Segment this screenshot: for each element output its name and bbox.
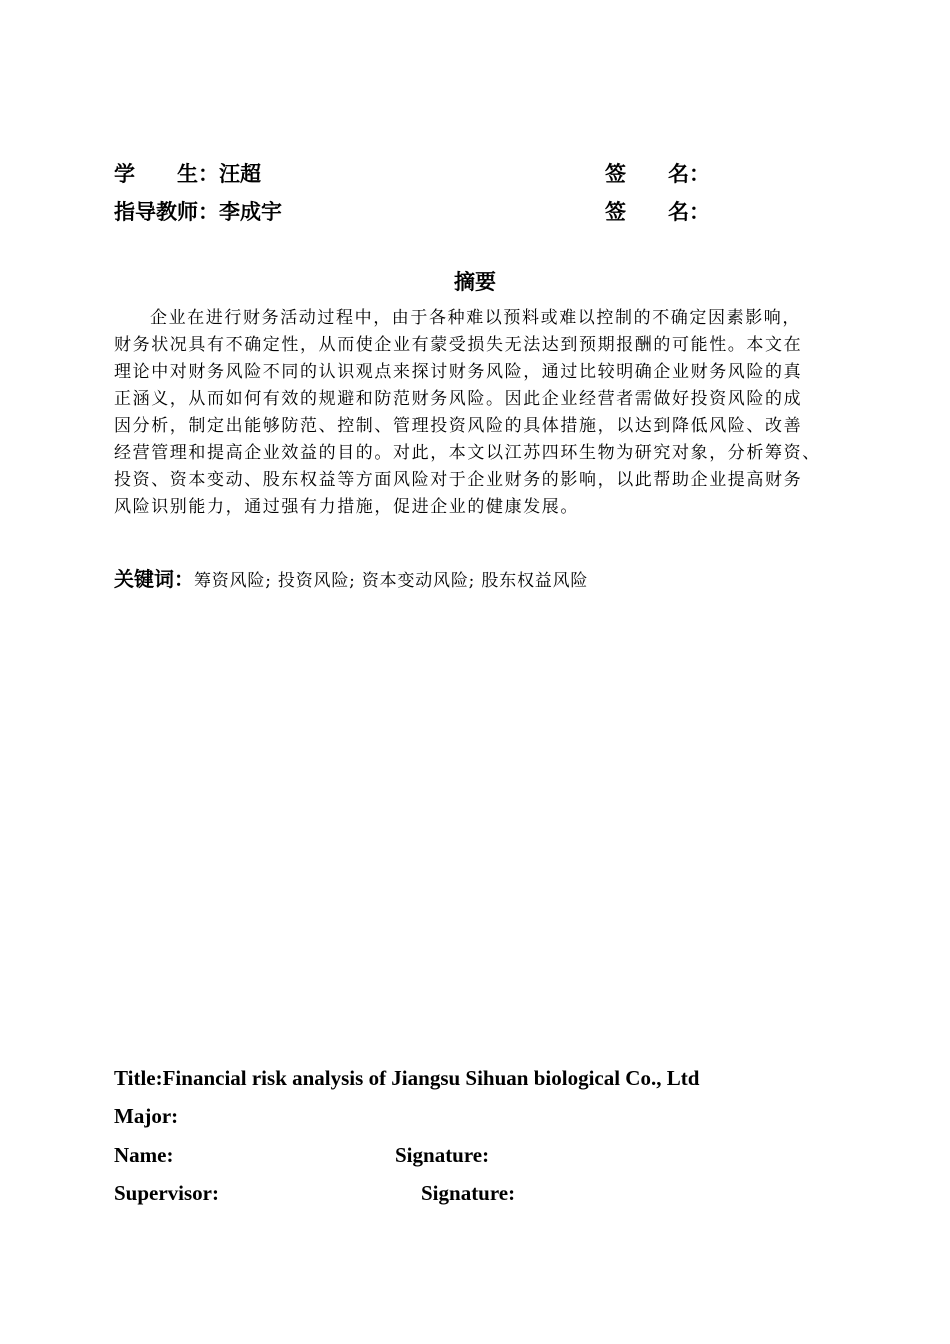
english-title: Title:Financial risk analysis of Jiangsu Sihuan biological Co., Ltd [114, 1066, 700, 1090]
advisor-name: 李成宇 [219, 200, 282, 224]
abstract-line: 正涵义，从而如何有效的规避和防范财务风险。因此企业经营者需做好投资风险的成 [114, 389, 803, 409]
advisor-label: 指导教师： [114, 200, 219, 224]
abstract-line: 因分析，制定出能够防范、控制、管理投资风险的具体措施，以达到降低风险、改善 [114, 416, 803, 436]
abstract-heading: 摘要 [454, 270, 496, 294]
advisor-info-row [114, 196, 854, 226]
student-info-row [114, 158, 854, 188]
student-label: 学 生： [114, 162, 219, 186]
abstract-line: 经营管理和提高企业效益的目的。对此，本文以江苏四环生物为研究对象，分析筹资、 [114, 443, 821, 463]
english-name-row [114, 1143, 490, 1168]
student-field [114, 158, 261, 188]
keywords-text: 筹资风险; 投资风险; 资本变动风险; 股东权益风险 [194, 571, 589, 591]
abstract-line: 理论中对财务风险不同的认识观点来探讨财务风险，通过比较明确企业财务风险的真 [114, 362, 803, 382]
english-supervisor-signature-label: Signature: [421, 1181, 516, 1205]
advisor-signature-label: 签 名： [605, 200, 710, 224]
abstract-body [114, 305, 842, 521]
abstract-line: 财务状况具有不确定性，从而使企业有蒙受损失无法达到预期报酬的可能性。本文在 [114, 335, 803, 355]
english-supervisor-row [114, 1181, 516, 1206]
english-supervisor-label: Supervisor: [114, 1181, 219, 1205]
english-major-label: Major: [114, 1104, 179, 1128]
abstract-line: 风险识别能力，通过强有力措施，促进企业的健康发展。 [114, 497, 579, 517]
keywords-row [114, 563, 588, 592]
abstract-line: 投资、资本变动、股东权益等方面风险对于企业财务的影响，以此帮助企业提高财务 [114, 470, 803, 490]
abstract-line: 企业在进行财务活动过程中，由于各种难以预料或难以控制的不确定因素影响， [150, 308, 801, 328]
english-name-signature-label: Signature: [395, 1143, 490, 1167]
english-name-label: Name: [114, 1143, 174, 1167]
keywords-label: 关键词： [114, 567, 194, 591]
student-name: 汪超 [219, 162, 261, 186]
student-signature-label: 签 名： [605, 162, 710, 186]
advisor-field [114, 196, 282, 226]
